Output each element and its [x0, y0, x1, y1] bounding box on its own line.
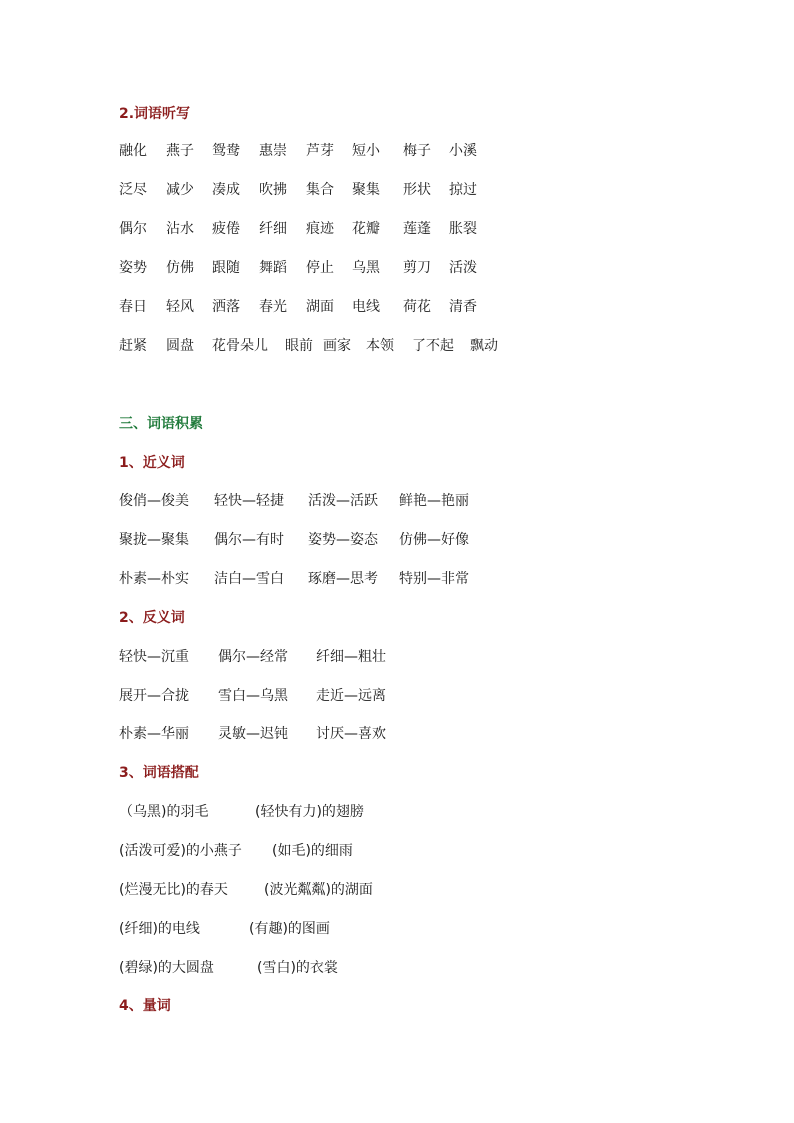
word: 小溪: [449, 143, 477, 159]
collocation: (如毛)的细雨: [272, 843, 353, 859]
word: 芦芽: [306, 143, 334, 159]
word: 春光: [259, 299, 287, 315]
antonym-pair: 朴素—华丽: [119, 726, 189, 742]
word: 春日: [119, 299, 147, 315]
word: 活泼: [449, 260, 477, 276]
word: 跟随: [212, 260, 240, 276]
synonym-pair: 轻快—轻捷: [214, 493, 284, 509]
antonym-pair: 灵敏—迟钝: [218, 726, 288, 742]
antonym-pair: 走近—远离: [316, 688, 386, 704]
word: 形状: [403, 182, 431, 198]
antonym-pair: 纤细—粗壮: [316, 649, 386, 665]
word: 眼前: [285, 338, 313, 354]
antonym-pair: 轻快—沉重: [119, 649, 189, 665]
word: 飘动: [470, 338, 498, 354]
collocation: (碧绿)的大圆盘: [119, 960, 214, 976]
word: 荷花: [403, 299, 431, 315]
synonym-pair: 特别—非常: [399, 571, 469, 587]
word: 清香: [449, 299, 477, 315]
word: 融化: [119, 143, 147, 159]
antonym-pair: 展开—合拢: [119, 688, 189, 704]
antonym-pair: 偶尔—经常: [218, 649, 288, 665]
synonym-pair: 鲜艳—艳丽: [399, 493, 469, 509]
synonym-pair: 俊俏—俊美: [119, 493, 189, 509]
word: 集合: [306, 182, 334, 198]
collocation: （乌黑)的羽毛: [119, 804, 209, 820]
antonym-pair: 雪白—乌黑: [218, 688, 288, 704]
word: 乌黑: [352, 260, 380, 276]
word: 画家: [323, 338, 351, 354]
word: 本领: [366, 338, 394, 354]
word: 花瓣: [352, 221, 380, 237]
word: 莲蓬: [403, 221, 431, 237]
word: 吹拂: [259, 182, 287, 198]
synonym-pair: 洁白—雪白: [214, 571, 284, 587]
word: 痕迹: [306, 221, 334, 237]
collocation: (波光粼粼)的湖面: [264, 882, 373, 898]
word: 了不起: [412, 338, 454, 354]
synonym-pair: 琢磨—思考: [308, 571, 378, 587]
word: 仿佛: [166, 260, 194, 276]
synonyms-heading: 1、近义词: [119, 455, 185, 471]
word: 疲倦: [212, 221, 240, 237]
collocation: (轻快有力)的翅膀: [255, 804, 364, 820]
word: 泛尽: [119, 182, 147, 198]
word: 燕子: [166, 143, 194, 159]
collocations-heading: 3、词语搭配: [119, 765, 199, 781]
word: 凑成: [212, 182, 240, 198]
word: 湖面: [306, 299, 334, 315]
word: 剪刀: [403, 260, 431, 276]
word: 停止: [306, 260, 334, 276]
word: 舞蹈: [259, 260, 287, 276]
word: 短小: [352, 143, 380, 159]
word: 聚集: [352, 182, 380, 198]
word: 惠崇: [259, 143, 287, 159]
word: 姿势: [119, 260, 147, 276]
collocation: (雪白)的衣裳: [257, 960, 338, 976]
word: 偶尔: [119, 221, 147, 237]
word: 减少: [166, 182, 194, 198]
word: 电线: [352, 299, 380, 315]
collocation: (纤细)的电线: [119, 921, 200, 937]
synonym-pair: 仿佛—好像: [399, 532, 469, 548]
antonyms-heading: 2、反义词: [119, 610, 185, 626]
collocation: (有趣)的图画: [249, 921, 330, 937]
word: 纤细: [259, 221, 287, 237]
synonym-pair: 聚拢—聚集: [119, 532, 189, 548]
synonym-pair: 姿势—姿态: [308, 532, 378, 548]
word: 洒落: [212, 299, 240, 315]
measure-words-heading: 4、量词: [119, 998, 171, 1014]
word: 沾水: [166, 221, 194, 237]
collocation: (烂漫无比)的春天: [119, 882, 228, 898]
word: 梅子: [403, 143, 431, 159]
word: 鸳鸯: [212, 143, 240, 159]
word: 轻风: [166, 299, 194, 315]
antonym-pair: 讨厌—喜欢: [316, 726, 386, 742]
collocation: (活泼可爱)的小燕子: [119, 843, 242, 859]
word: 赶紧: [119, 338, 147, 354]
word: 圆盘: [166, 338, 194, 354]
word: 胀裂: [449, 221, 477, 237]
synonym-pair: 偶尔—有时: [214, 532, 284, 548]
accumulation-heading: 三、词语积累: [119, 416, 203, 432]
dictation-heading: 2.词语听写: [119, 106, 191, 122]
synonym-pair: 活泼—活跃: [308, 493, 378, 509]
word: 掠过: [449, 182, 477, 198]
word: 花骨朵儿: [212, 338, 268, 354]
synonym-pair: 朴素—朴实: [119, 571, 189, 587]
